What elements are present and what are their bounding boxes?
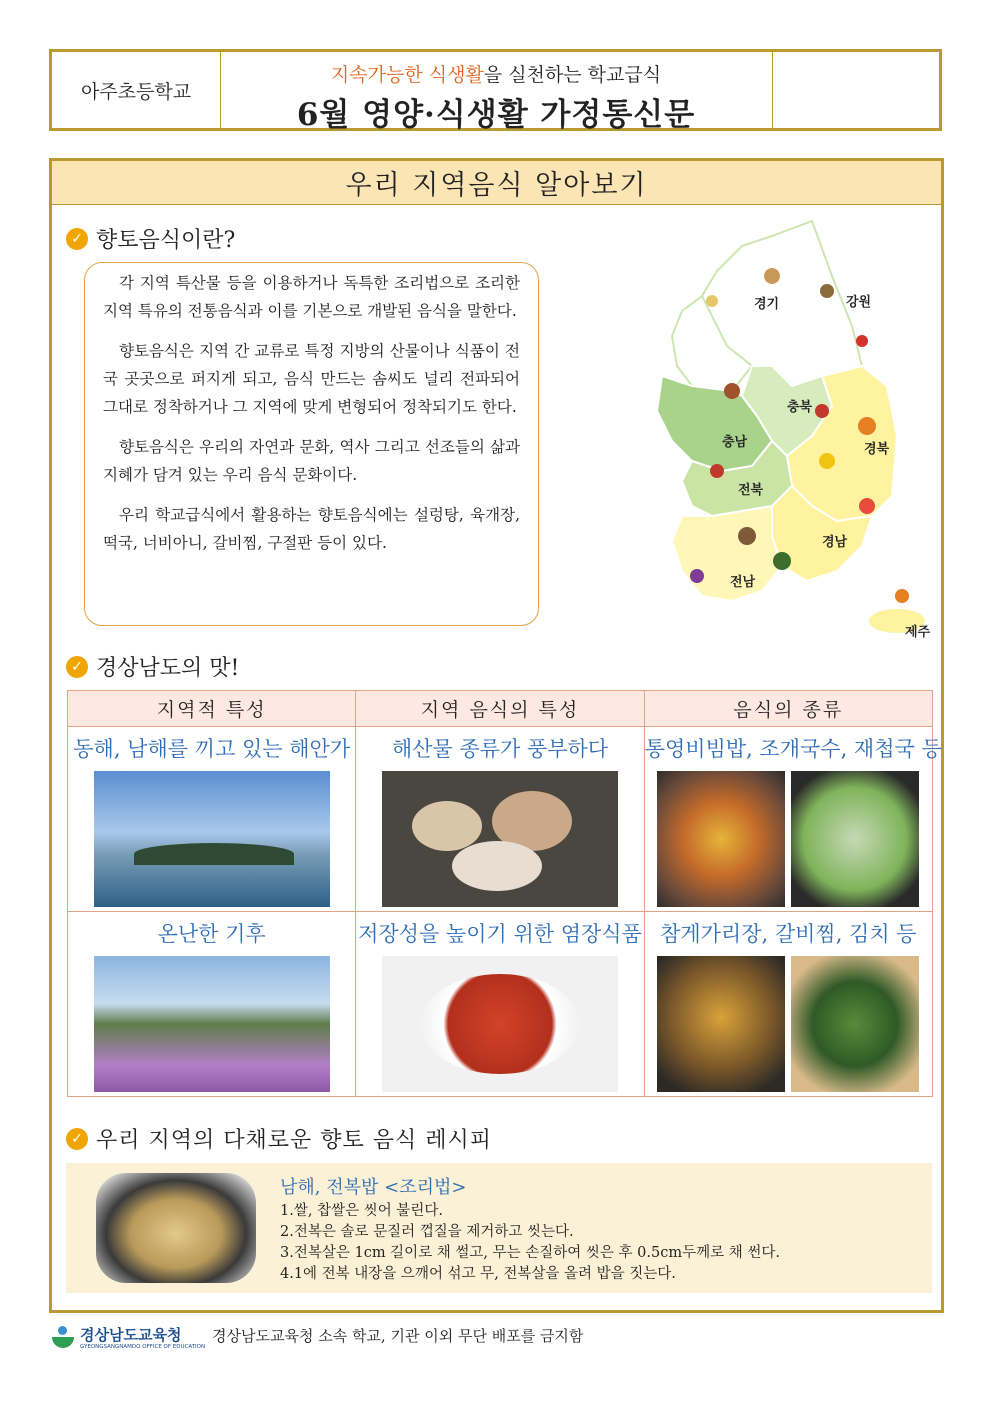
food-icon: [764, 268, 780, 284]
intro-paragraph: 향토음식은 우리의 자연과 문화, 역사 그리고 선조들의 삶과 지혜가 담겨 있는 우리 음식 문화이다.: [103, 438, 520, 484]
recipe-title: 남해, 전복밥 <조리법>: [280, 1177, 467, 1198]
dish-photos: [645, 956, 932, 1092]
salted-food-photo: [382, 956, 618, 1092]
recipe-step: 2.전복은 솔로 문질러 껍질을 제거하고 씻는다.: [280, 1224, 574, 1240]
food-icon: [773, 552, 791, 570]
jaecheopguk-photo: [791, 771, 919, 907]
map-label: 경남: [822, 535, 848, 550]
food-icon: [710, 464, 724, 478]
intro-paragraph: 우리 학교급식에서 활용하는 향토음식에는 설렁탕, 육개장, 떡국, 너비아니, 갈비찜, 구절판 등이 있다.: [103, 506, 520, 552]
food-icon: [724, 383, 740, 399]
table-cell: [644, 727, 942, 912]
cell-caption: 저장성을 높이기 위한 염장식품: [358, 922, 642, 946]
korea-food-map: [622, 216, 932, 661]
table-header-cell: 지역 음식의 특성: [356, 691, 644, 727]
table-cell: [68, 727, 356, 912]
footer: [52, 1322, 952, 1362]
section-banner: 우리 지역음식 알아보기: [52, 161, 941, 205]
section1-heading: [66, 223, 235, 254]
cell-caption: 해산물 종류가 풍부하다: [391, 737, 609, 761]
table-cell: [68, 912, 356, 1097]
intro-paragraph: 각 지역 특산물 등을 이용하거나 독특한 조리법으로 조리한 지역 특유의 전통음식과 이를 기본으로 개발된 음식을 말한다.: [103, 274, 520, 320]
logo-text: 경상남도교육청: [80, 1326, 182, 1344]
map-label: 경기: [754, 297, 780, 312]
section3-heading-text: 우리 지역의 다채로운 향토 음식 레시피: [96, 1128, 492, 1153]
header-title-cell: [220, 52, 773, 133]
section2-heading-text: 경상남도의 맛!: [96, 656, 240, 681]
check-icon: ✓: [66, 228, 88, 250]
main-frame: [49, 158, 944, 1313]
dish-photos: [645, 771, 932, 907]
map-label: 경북: [864, 442, 890, 457]
table-row: [68, 727, 933, 912]
food-icon: [856, 335, 868, 347]
food-icon: [819, 453, 835, 469]
map-label: 충북: [787, 400, 813, 415]
section2-heading: [66, 651, 239, 682]
map-label: 충남: [722, 435, 748, 450]
check-icon: ✓: [66, 656, 88, 678]
table-header-cell: 지역적 특성: [68, 691, 356, 727]
kimchi-photo: [791, 956, 919, 1092]
education-office-logo-icon: [52, 1326, 76, 1350]
table-header-cell: 음식의 종류: [644, 691, 932, 727]
recipe-box: [66, 1163, 932, 1293]
logo-subtext: GYEONGSANGNAMDO OFFICE OF EDUCATION: [80, 1344, 206, 1350]
recipe-photo: [96, 1173, 256, 1283]
recipe-step: 1.쌀, 찹쌀은 씻어 불린다.: [280, 1203, 443, 1219]
gyeongnam-table: [67, 690, 942, 1097]
header-box: [49, 49, 942, 131]
cell-caption: 동해, 남해를 끼고 있는 해안가: [73, 737, 351, 761]
food-icon: [690, 569, 704, 583]
map-label: 제주: [905, 625, 931, 640]
footer-notice: 경상남도교육청 소속 학교, 기관 이외 무단 배포를 금지함: [212, 1327, 584, 1345]
page-title: 6월 영양·식생활 가정통신문: [296, 97, 696, 133]
mountain-photo: [94, 956, 330, 1092]
food-icon: [895, 589, 909, 603]
map-label: 전북: [738, 483, 764, 498]
food-icon: [738, 527, 756, 545]
header-subtitle: [220, 60, 772, 87]
table-cell: [356, 727, 644, 912]
section1-heading-text: 향토음식이란?: [96, 228, 236, 253]
food-icon: [815, 404, 829, 418]
recipe-steps: [280, 1201, 780, 1285]
table-cell: [356, 912, 644, 1097]
subtitle-highlight: 지속가능한 식생활: [330, 64, 484, 86]
subtitle-rest: 을 실천하는 학교급식: [483, 64, 662, 86]
school-name: 아주초등학교: [52, 52, 221, 128]
map-label: 전남: [730, 575, 756, 590]
cell-caption: 통영비빔밥, 조개국수, 재첩국 등: [644, 737, 942, 761]
food-icon: [820, 284, 834, 298]
check-icon: ✓: [66, 1128, 88, 1150]
intro-box: [84, 262, 539, 626]
section3-heading: [66, 1123, 492, 1154]
table-row: [68, 912, 933, 1097]
seafood-photo: [382, 771, 618, 907]
food-icon: [706, 295, 718, 307]
food-icon: [859, 498, 875, 514]
table-header-row: [68, 691, 933, 727]
recipe-step: 3.전복살은 1cm 길이로 채 썰고, 무는 손질하여 씻은 후 0.5cm두께로 채 썬다.: [280, 1245, 780, 1261]
map-label: 강원: [846, 295, 872, 310]
table-cell: [644, 912, 932, 1097]
region-jeonnam: [672, 506, 782, 601]
intro-paragraph: 향토음식은 지역 간 교류로 특정 지방의 산물이나 식품이 전국 곳곳으로 퍼지게 되고, 음식 만드는 솜씨도 널리 전파되어 그대로 정착하거나 그 지역에 맞게 변형되어 정착되기도 한다.: [103, 342, 520, 416]
food-icon: [858, 417, 876, 435]
coast-photo: [94, 771, 330, 907]
cell-caption: 참게가리장, 갈비찜, 김치 등: [660, 922, 917, 946]
bibimbap-photo: [657, 771, 785, 907]
chamge-photo: [657, 956, 785, 1092]
recipe-step: 4.1에 전복 내장을 으깨어 섞고 무, 전복살을 올려 밥을 짓는다.: [280, 1266, 676, 1282]
cell-caption: 온난한 기후: [157, 922, 266, 946]
